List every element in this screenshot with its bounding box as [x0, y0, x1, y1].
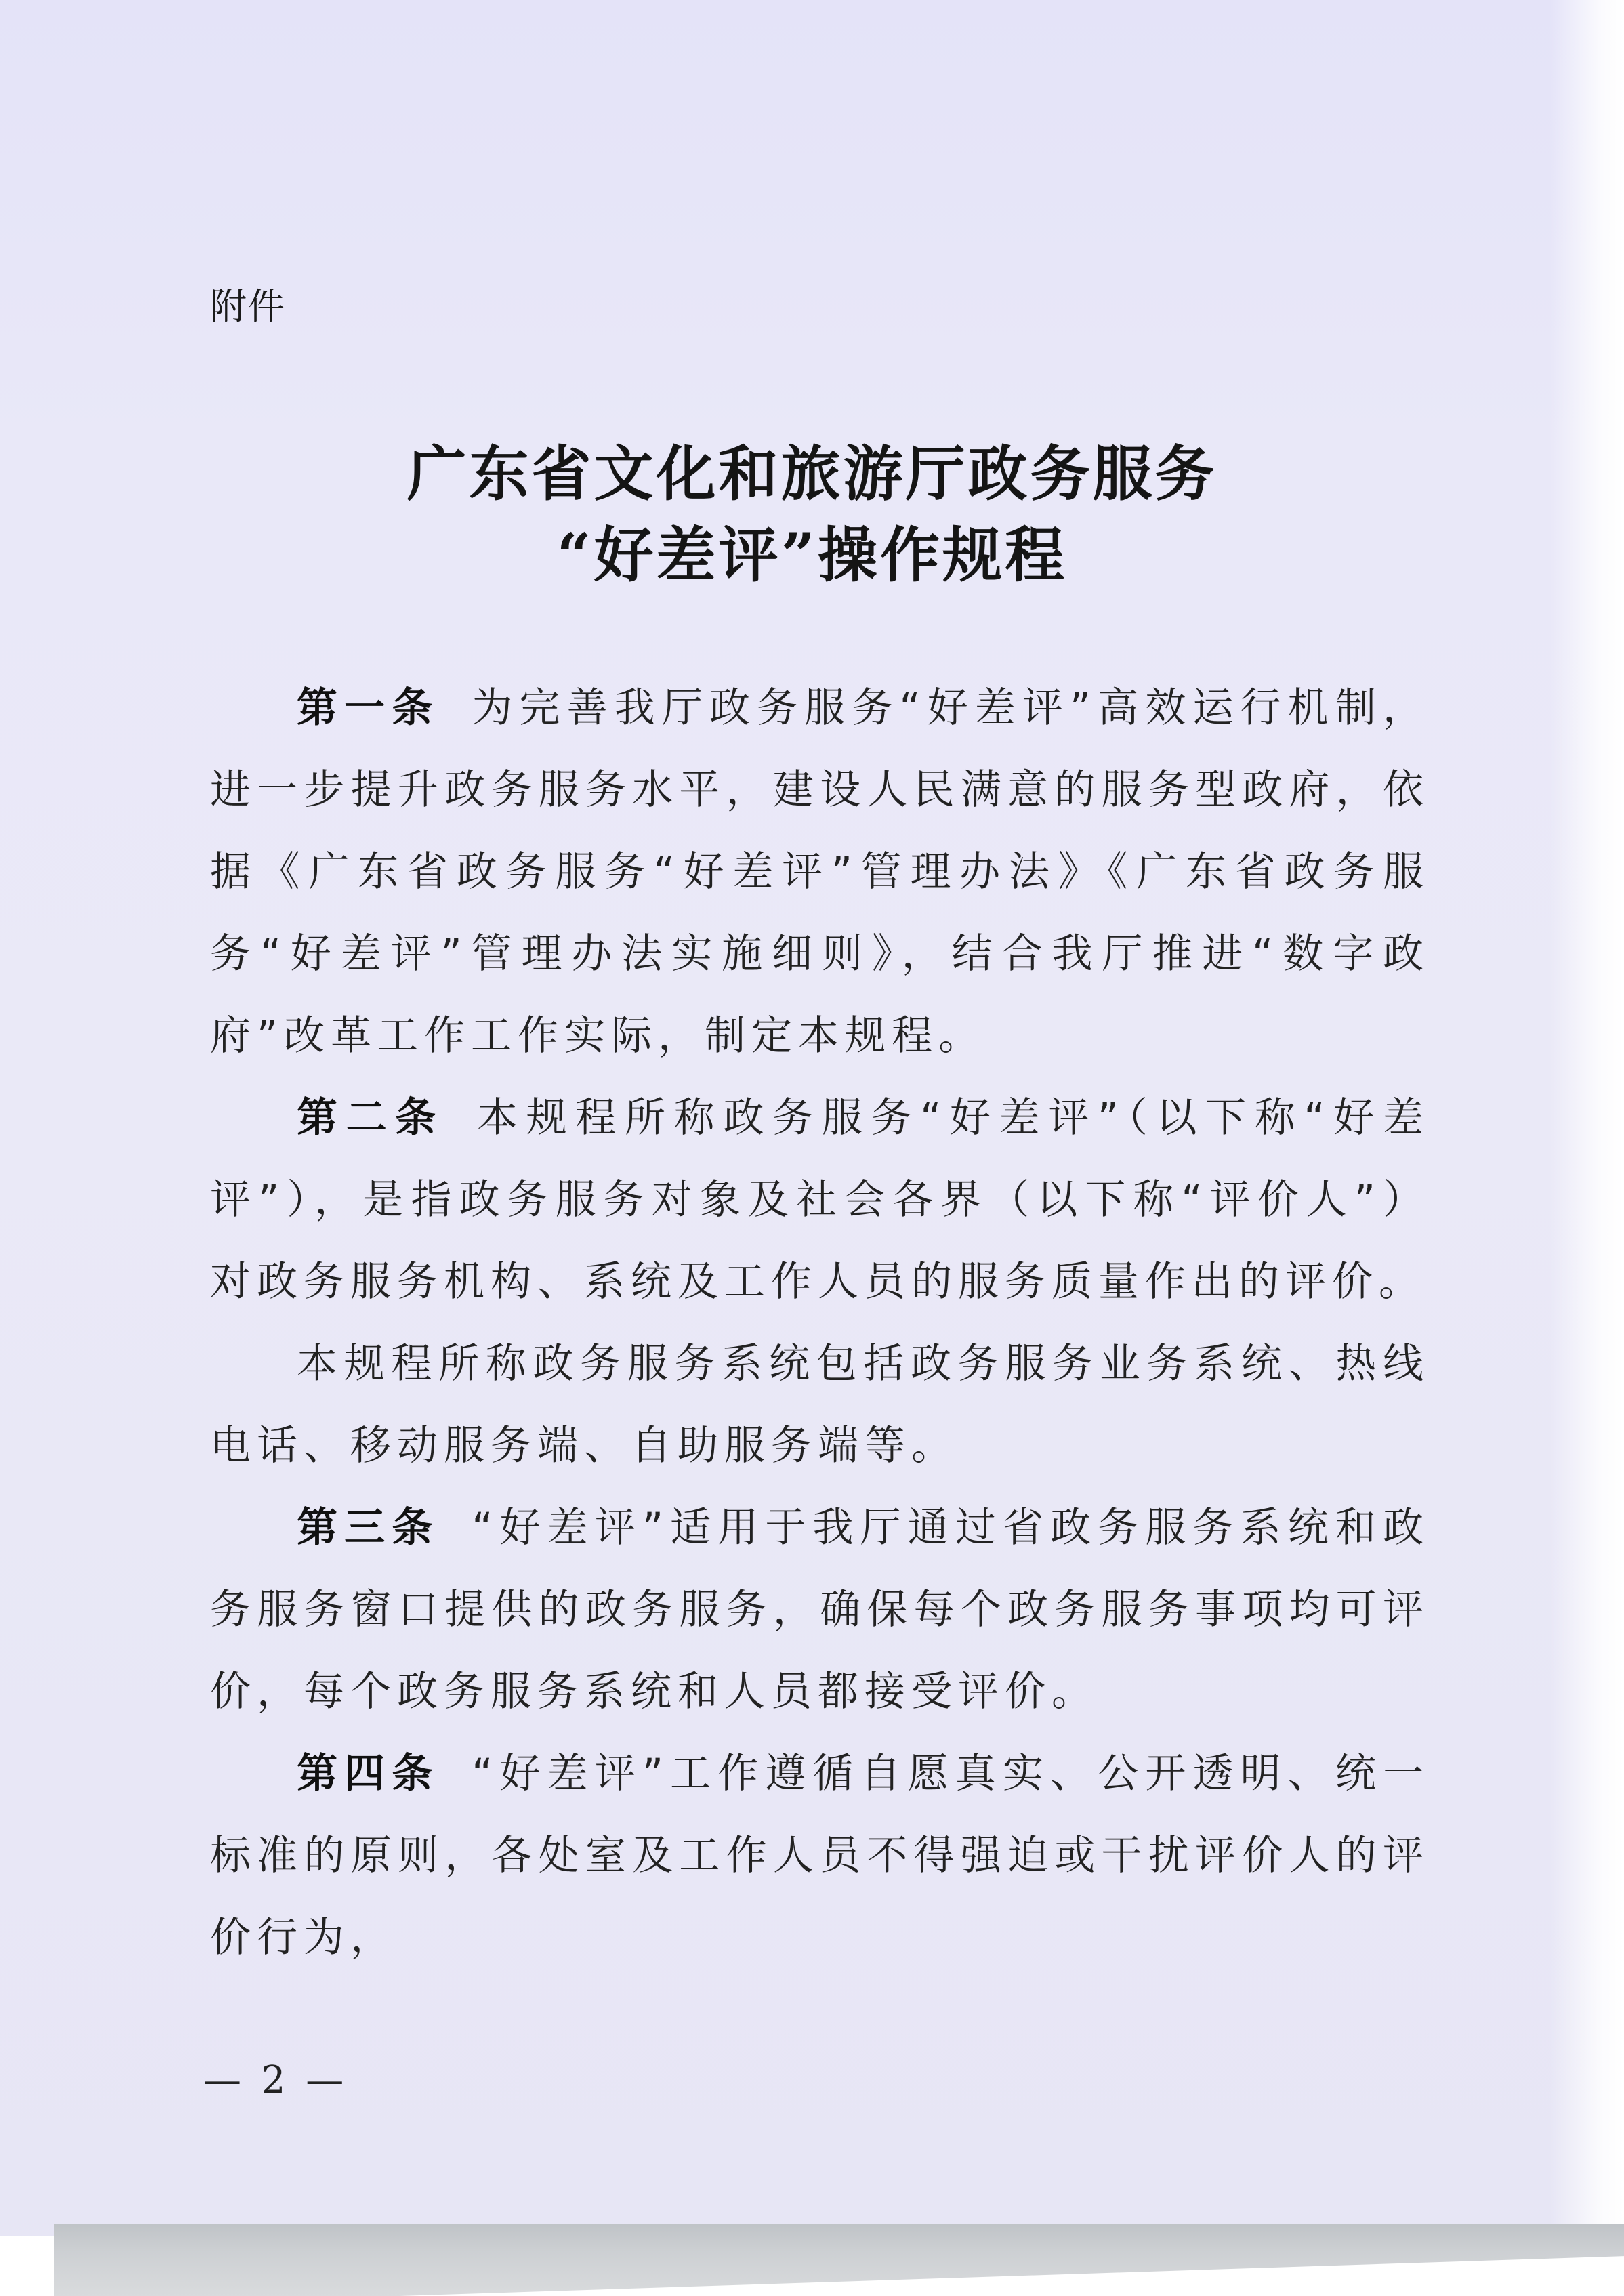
article-2-paragraph: [210, 1077, 1430, 1323]
article-number: 第三条: [297, 1504, 440, 1551]
article-number: 第四条: [297, 1750, 440, 1797]
paragraph-text: “好差评”工作遵循自愿真实、公开透明、统一标准的原则，各处室及工作人员不得强迫或干扰评价人的评价行为，: [210, 1750, 1430, 1961]
article-2-continuation-paragraph: [210, 1323, 1430, 1487]
attachment-label: 附件: [210, 285, 286, 328]
scan-bottom-shadow: [54, 2224, 1624, 2296]
article-number: 第一条: [297, 684, 440, 732]
paragraph-text: “好差评”适用于我厅通过省政务服务系统和政务服务窗口提供的政务服务，确保每个政务服务事项均可评价，每个政务服务系统和人员都接受评价。: [210, 1504, 1430, 1715]
document-body: [210, 667, 1430, 1979]
page-number: — 2 —: [203, 2058, 348, 2102]
document-title-line-2: “好差评”操作规程: [556, 520, 1068, 590]
article-1-paragraph: [210, 667, 1430, 1077]
scan-edge-fade: [1549, 0, 1624, 2236]
article-number: 第二条: [297, 1094, 445, 1142]
article-4-paragraph: [210, 1733, 1430, 1979]
paragraph-text: 为完善我厅政务服务“好差评”高效运行机制，进一步提升政务服务水平，建设人民满意的服务型政府，依据《广东省政务服务“好差评”管理办法》《广东省政务服务“好差评”管理办法实施细则》，结合我厅推进“数字政府”改革工作工作实际，制定本规程。: [210, 684, 1430, 1060]
article-3-paragraph: [210, 1487, 1430, 1733]
paragraph-text: 本规程所称政务服务“好差评”（以下称“好差评”），是指政务服务对象及社会各界（以下称“评价人”）对政务服务机构、系统及工作人员的服务质量作出的评价。: [210, 1094, 1430, 1306]
paragraph-text: 本规程所称政务服务系统包括政务服务业务系统、热线电话、移动服务端、自助服务端等。: [210, 1340, 1430, 1469]
document-title-line-1: 广东省文化和旅游厅政务服务: [407, 438, 1217, 509]
